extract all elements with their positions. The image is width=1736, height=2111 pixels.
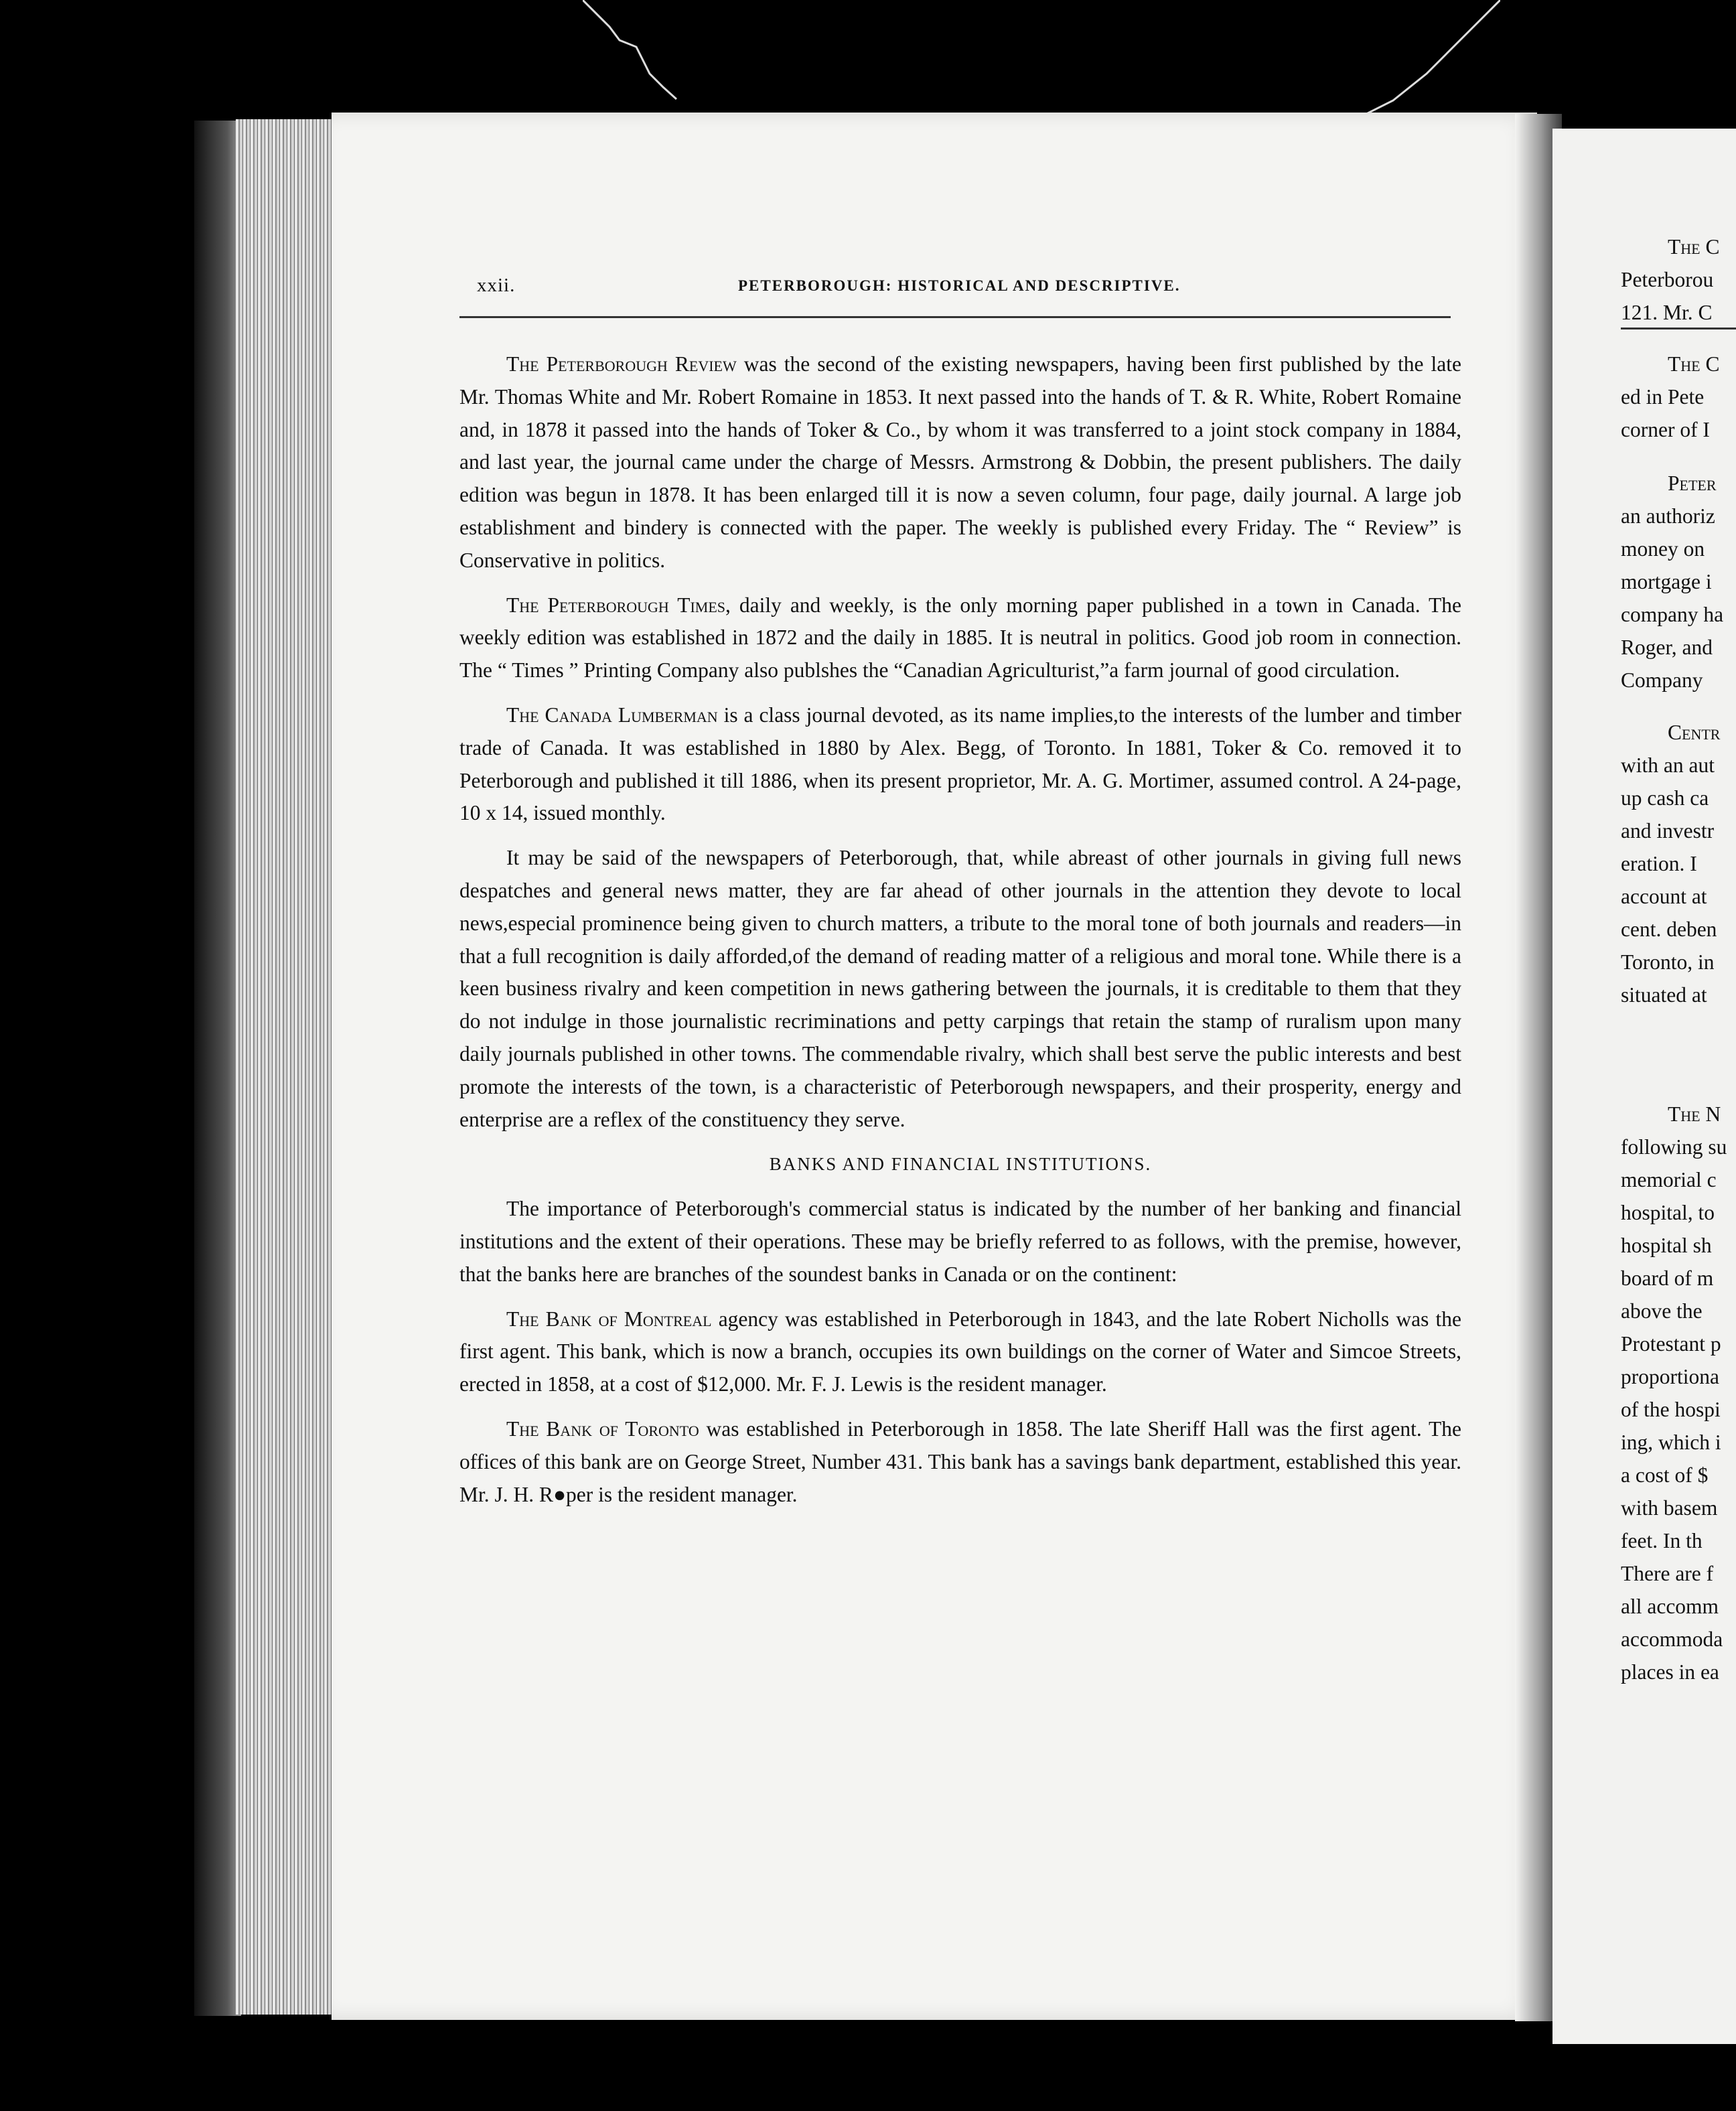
paragraph-text: The importance of Peterborough's commercial status is indicated by the number of her banking and financial institutions and the extent of their operations. These may be briefly referred to as follows, with the premise, however, that the banks here are branches of the soundest banks in Canada or on the continent: (459, 1197, 1461, 1286)
right-page-line: Company (1621, 668, 1703, 692)
right-page-line: all accomm (1621, 1595, 1719, 1618)
right-page-line: Peterborou (1621, 268, 1714, 291)
paragraph-banks-intro (459, 1193, 1461, 1291)
right-page-line: following su (1621, 1135, 1727, 1159)
right-page-line: of the hospi (1621, 1398, 1721, 1421)
right-page-line: hospital, to (1621, 1201, 1715, 1224)
right-page-line: mortgage i (1621, 570, 1712, 593)
paragraph-canada-lumberman (459, 699, 1461, 830)
paragraph-newspapers-summary (459, 842, 1461, 1136)
right-page-line: with basem (1621, 1496, 1718, 1520)
paragraph-lead: The Bank of Toronto (506, 1416, 699, 1441)
right-page-line: up cash ca (1621, 786, 1709, 810)
right-page-line: above the (1621, 1299, 1703, 1323)
paragraph-text: , daily and weekly, is the only morning paper published in a town in Canada. The weekly edition was established in 1872 and the daily in 1885. It is neutral in politics. Good job room in connection. The “ Times ” Printing Company also publshes the “Canadian Agriculturist,”a farm journal of good circulation. (459, 593, 1461, 682)
paragraph-text: was established in Peterborough in 1858. The late Sheriff Hall was the first agent. The offices of this bank are on George Street, Number 431. This bank has a savings bank department, established this year. Mr. J. H. R●per is the resident manager. (459, 1416, 1461, 1506)
scan-artifact-line (583, 0, 683, 100)
running-title: PETERBOROUGH: HISTORICAL AND DESCRIPTIVE. (738, 277, 1181, 294)
right-page-line: accommoda (1621, 1627, 1723, 1651)
right-page (1552, 129, 1736, 2044)
right-page-line: memorial c (1621, 1168, 1717, 1191)
right-page-line: account at (1621, 885, 1707, 908)
right-page-line: places in ea (1621, 1660, 1719, 1684)
header-rule (459, 316, 1451, 318)
right-page-line: Protestant p (1621, 1332, 1721, 1356)
right-page-line: and investr (1621, 819, 1715, 843)
paragraph-bank-of-toronto (459, 1413, 1461, 1511)
paragraph-text: It may be said of the newspapers of Peterborough, that, while abreast of other journals in giving full news despatches and general news matter, they are far ahead of other journals in the attention they devote to local news,especial prominence being given to church matters, a tribute to the moral tone of both journals and readers—in that a full recognition is daily afforded,of the demand of reading matter of a religious and moral tone. While there is a keen business rivalry and keen competition in news gathering between the journals, it is creditable to them that they do not indulge in those journalistic recriminations and petty carpings that retain the stamp of ruralism upon many daily journals published in other towns. The commendable rivalry, which shall best serve the public interests and best promote the interests of the town, is a characteristic of Peterborough newspapers, and their prosperity, energy and enterprise are a reflex of the constituency they serve. (459, 846, 1461, 1131)
right-page-line: feet. In th (1621, 1529, 1703, 1552)
right-page-line: cent. deben (1621, 918, 1717, 941)
paragraph-bank-of-montreal (459, 1303, 1461, 1401)
right-page-line: ing, which i (1621, 1431, 1721, 1454)
right-page-line: board of m (1621, 1266, 1714, 1290)
book-spine-shadow (194, 121, 241, 2016)
right-page-line: eration. I (1621, 852, 1697, 875)
section-heading: BANKS AND FINANCIAL INSTITUTIONS. (769, 1154, 1152, 1175)
right-page-line: proportiona (1621, 1365, 1719, 1388)
right-page-line: There are f (1621, 1562, 1714, 1585)
paragraph-peterborough-review (459, 348, 1461, 577)
right-page-line: money on (1621, 537, 1705, 561)
paragraph-lead: The Peterborough Review (506, 352, 737, 376)
paragraph-lead: The Bank of Montreal (506, 1307, 712, 1331)
right-page-line: Roger, and (1621, 636, 1713, 659)
running-head (477, 275, 1461, 305)
page-number: xxii. (477, 275, 516, 296)
right-page-line: situated at (1621, 983, 1707, 1007)
right-page-line: an authoriz (1621, 504, 1715, 528)
right-page-line: with an aut (1621, 753, 1715, 777)
right-page-line: Peter (1668, 471, 1717, 495)
right-page-line: Toronto, in (1621, 950, 1715, 974)
right-page-line: ed in Pete (1621, 385, 1705, 409)
right-page-line: The C (1668, 352, 1720, 376)
right-page-line: a cost of $ (1621, 1463, 1709, 1487)
right-page-line: 121. Mr. C (1621, 301, 1713, 324)
paragraph-text: is a class journal devoted, as its name implies,to the interests of the lumber and timber trade of Canada. It was established in 1880 by Alex. Begg, of Toronto. In 1881, Toker & Co. removed it to Peterborough and published it till 1886, when its present proprietor, Mr. A. G. Mortimer, assumed control. A 24-page, 10 x 14, issued monthly. (459, 703, 1461, 825)
right-page-line: corner of I (1621, 418, 1710, 441)
paragraph-lead: The Canada Lumberman (506, 703, 718, 727)
right-page-line: The N (1668, 1102, 1721, 1126)
page-edges (236, 119, 336, 2015)
right-page-line: The C (1668, 235, 1720, 259)
right-page-line: company ha (1621, 603, 1724, 626)
scan-artifact-line (1366, 0, 1500, 114)
right-page-line: hospital sh (1621, 1234, 1712, 1257)
page-body (459, 348, 1461, 1523)
right-page-line: Centr (1668, 721, 1721, 744)
paragraph-lead: The Peterborough Times (506, 593, 726, 617)
paragraph-peterborough-times (459, 589, 1461, 687)
paragraph-text: was the second of the existing newspapers, having been first published by the late Mr. Thomas White and Mr. Robert Romaine in 1853. It next passed into the hands of T. & R. White, Robert Romaine and, in 1878 it passed into the hands of Toker & Co., by whom it was transferred to a joint stock company in 1884, and last year, the journal came under the charge of Messrs. Armstrong & Dobbin, the present publishers. The daily edition was begun in 1878. It has been enlarged till it is now a seven column, four page, daily journal. A large job establishment and bindery is connected with the paper. The weekly is published every Friday. The “ Review” is Conservative in politics. (459, 352, 1461, 572)
paragraph-text: agency was established in Peterborough in 1843, and the late Robert Nicholls was the first agent. This bank, which is now a branch, occupies its own buildings on the corner of Water and Simcoe Streets, erected in 1858, at a cost of $12,000. Mr. F. J. Lewis is the resident manager. (459, 1307, 1461, 1396)
